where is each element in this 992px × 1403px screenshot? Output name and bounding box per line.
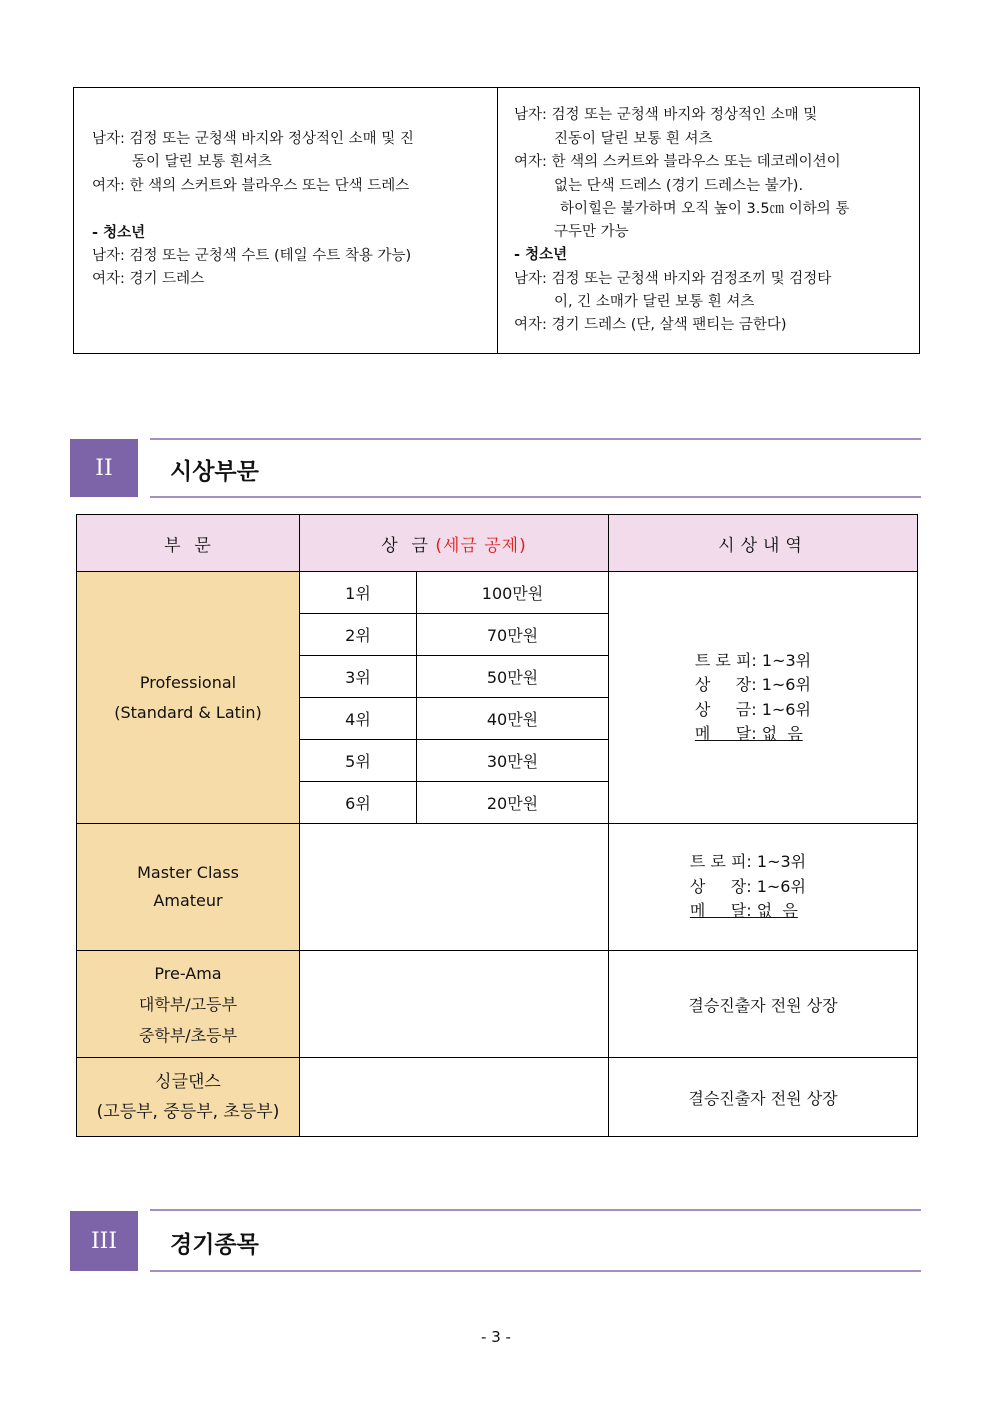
dress-left-line2: 동이 달린 보통 흰셔츠 <box>132 154 272 170</box>
dress-left-line3: 여자: 한 색의 스커트와 블라우스 또는 단색 드레스 <box>92 178 410 194</box>
header-awards-label: 시상내역 <box>718 535 808 556</box>
award-medal: 메 달: 없 음 <box>689 901 798 921</box>
preama-awards: 결승진출자 전원 상장 <box>688 995 838 1015</box>
amount-5: 30만원 <box>486 752 539 771</box>
professional-sub: (Standard & Latin) <box>114 702 262 722</box>
rank-cell <box>299 739 417 782</box>
rank-cell <box>299 655 417 698</box>
category-professional <box>76 571 300 824</box>
rank-cell <box>299 613 417 656</box>
dress-right-line8: 이, 긴 소매가 달린 보통 흰 셔츠 <box>554 294 755 310</box>
amount-4: 40만원 <box>486 710 539 729</box>
dress-right-line6: 구두만 가능 <box>554 224 629 240</box>
master-awards <box>690 850 806 924</box>
rank-3: 3위 <box>345 668 371 687</box>
preama-name3: 중학부/초등부 <box>138 1025 238 1045</box>
amount-cell <box>416 655 609 698</box>
dress-left-youth-label: - 청소년 <box>92 225 146 241</box>
rank-4: 4위 <box>345 710 371 729</box>
rank-6: 6위 <box>345 794 371 813</box>
rank-cell <box>299 781 417 824</box>
category-preama <box>76 950 300 1058</box>
award-prize: 상 금: 1~6위 <box>694 699 811 719</box>
header-awards <box>608 514 918 572</box>
dress-right-line3: 여자: 한 색의 스커트와 블라우스 또는 데코레이션이 <box>514 154 841 170</box>
table-divider <box>497 88 498 353</box>
section3-top-line <box>150 1209 921 1211</box>
single-name2: (고등부, 중등부, 초등부) <box>96 1102 280 1122</box>
rank-2: 2위 <box>345 626 371 645</box>
rank-cell <box>299 697 417 740</box>
section3-bottom-line <box>150 1270 921 1272</box>
professional-awards <box>695 649 811 747</box>
professional-awards-cell <box>608 571 918 824</box>
award-medal: 메 달: 없 음 <box>694 724 803 743</box>
section3-title: 경기종목 <box>170 1232 259 1258</box>
professional-name: Professional <box>139 672 237 692</box>
single-name1: 싱글댄스 <box>155 1072 221 1092</box>
master-name2: Amateur <box>153 891 223 910</box>
dress-left-line4: 남자: 검정 또는 군청색 수트 (테일 수트 착용 가능) <box>92 248 412 264</box>
section2-title: 시상부문 <box>170 459 259 485</box>
category-single <box>76 1057 300 1137</box>
rank-5: 5위 <box>345 752 371 771</box>
master-awards-cell <box>608 823 918 951</box>
dress-right-youth-label: - 청소년 <box>514 247 568 263</box>
master-name1: Master Class <box>137 863 239 882</box>
section2-top-line <box>150 438 921 440</box>
preama-name2: 대학부/고등부 <box>138 994 238 1014</box>
category-master <box>76 823 300 951</box>
amount-cell <box>416 613 609 656</box>
rank-cell <box>299 571 417 614</box>
header-prize-note: (세금 공제) <box>435 535 527 556</box>
amount-1: 100만원 <box>481 584 544 603</box>
amount-2: 70만원 <box>486 626 539 645</box>
amount-cell <box>416 781 609 824</box>
single-awards: 결승진출자 전원 상장 <box>688 1088 838 1108</box>
dress-right-line7: 남자: 검정 또는 군청색 바지와 검정조끼 및 검정타 <box>514 271 832 287</box>
section2-number: II <box>70 439 138 497</box>
dress-right-line2: 진동이 달린 보통 흰 셔츠 <box>554 131 713 147</box>
section3-number: III <box>70 1211 138 1271</box>
header-prize <box>299 514 609 572</box>
dress-right-line4: 없는 단색 드레스 (경기 드레스는 불가). <box>554 178 804 194</box>
section2-bottom-line <box>150 496 921 498</box>
preama-prize-cell <box>299 950 609 1058</box>
award-trophy: 트 로 피: 1~3위 <box>694 650 812 670</box>
award-certificate: 상 장: 1~6위 <box>694 675 811 694</box>
dress-left-line1: 남자: 검정 또는 군청색 바지와 정상적인 소매 및 진 <box>92 131 414 147</box>
amount-6: 20만원 <box>486 794 539 813</box>
master-prize-cell <box>299 823 609 951</box>
header-prize-label: 상 금 <box>381 535 429 556</box>
preama-awards-cell <box>608 950 918 1058</box>
dress-right-line9: 여자: 경기 드레스 (단, 살색 팬티는 금한다) <box>514 317 787 333</box>
award-trophy: 트 로 피: 1~3위 <box>689 852 807 872</box>
amount-cell <box>416 571 609 614</box>
dress-left-line5: 여자: 경기 드레스 <box>92 271 205 287</box>
page-number: - 3 - <box>481 1328 511 1346</box>
single-awards-cell <box>608 1057 918 1137</box>
amount-cell <box>416 739 609 782</box>
dress-code-table <box>73 87 920 354</box>
award-certificate: 상 장: 1~6위 <box>689 876 806 896</box>
amount-3: 50만원 <box>486 668 539 687</box>
amount-cell <box>416 697 609 740</box>
header-category-label: 부 문 <box>164 535 212 556</box>
dress-right-line5: 하이힐은 불가하며 오직 높이 3.5㎝ 이하의 통 <box>560 201 850 217</box>
rank-1: 1위 <box>345 584 371 603</box>
dress-right-line1: 남자: 검정 또는 군청색 바지와 정상적인 소매 및 <box>514 107 818 123</box>
single-prize-cell <box>299 1057 609 1137</box>
header-category <box>76 514 300 572</box>
preama-name1: Pre-Ama <box>154 963 222 983</box>
